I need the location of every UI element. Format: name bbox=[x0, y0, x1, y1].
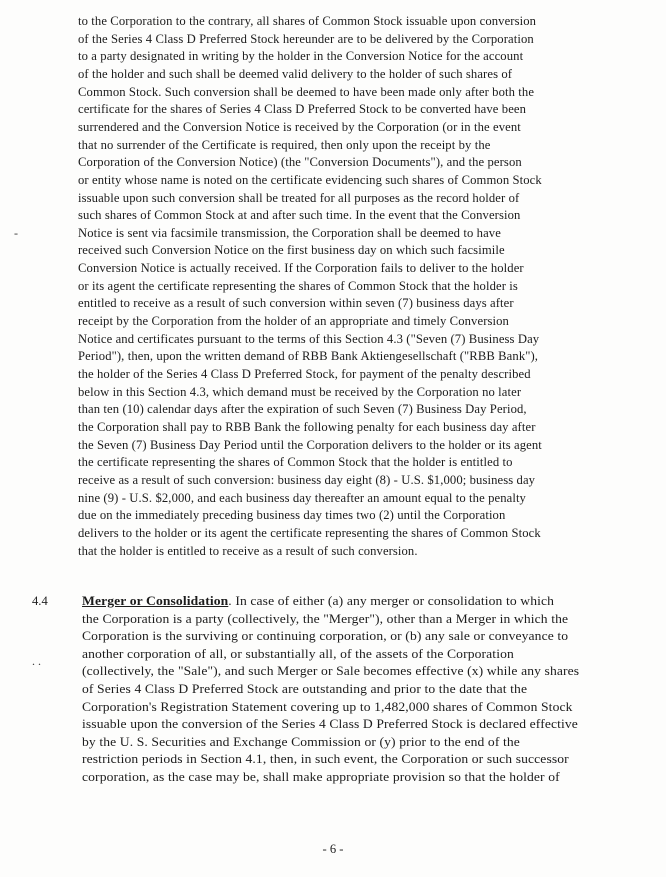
text-line: Notice is sent via facsimile transmission, the Corporation shall be deemed to have bbox=[78, 225, 501, 240]
text-line: of the holder and such shall be deemed valid delivery to the holder of such shares of bbox=[78, 66, 513, 81]
text-line: issuable upon the conversion of the Series 4 Class D Preferred Stock is declared effective bbox=[82, 717, 578, 732]
page-number: - 6 - bbox=[322, 842, 344, 856]
text-line: the holder of the Series 4 Class D Preferred Stock, for payment of the penalty described bbox=[78, 367, 531, 381]
section-title: Merger or Consolidation bbox=[82, 594, 229, 608]
text-line: receive as a result of such conversion: business day eight (8) - U.S. $1,000; business day bbox=[78, 472, 536, 487]
text-line: below in this Section 4.3, which demand must be received by the Corporation no later bbox=[78, 384, 522, 399]
text-line: that no surrender of the Certificate is required, then only upon the receipt by the bbox=[78, 137, 491, 152]
text-line: corporation, as the case may be, shall make appropriate provision so that the holder of bbox=[82, 770, 560, 784]
text-line: such shares of Common Stock at and after such time. In the event that the Conversion bbox=[78, 208, 521, 223]
text-line: due on the immediately preceding business day times two (2) until the Corporation bbox=[78, 508, 506, 523]
text-line: Corporation's Registration Statement covering up to 1,482,000 shares of Common Stock bbox=[82, 699, 573, 714]
text-line: Corporation is the surviving or continuing corporation, or (b) any sale or conveyance to bbox=[82, 629, 569, 644]
text-line: of the Series 4 Class D Preferred Stock hereunder are to be delivered by the Corporation bbox=[78, 31, 534, 46]
text-line: Conversion Notice is actually received. If the Corporation fails to deliver to the holder bbox=[78, 261, 524, 276]
text-line: or its agent the certificate representing the shares of Common Stock that the holder is bbox=[78, 278, 518, 293]
text-line: Common Stock. Such conversion shall be deemed to have been made only after both the bbox=[78, 84, 535, 99]
text-line: received such Conversion Notice on the first business day on which such facsimile bbox=[78, 243, 505, 258]
text-line: restriction periods in Section 4.1, then, in such event, the Corporation or such successor bbox=[82, 752, 569, 767]
text-line: nine (9) - U.S. $2,000, and each business day thereafter an amount equal to the penalty bbox=[78, 490, 526, 505]
text-line: receipt by the Corporation from the holder of an appropriate and timely Conversion bbox=[78, 314, 509, 329]
text-line: than ten (10) calendar days after the expiration of such Seven (7) Business Day Period, bbox=[78, 402, 527, 417]
text-line: issuable upon such conversion shall be treated for all purposes as the record holder of bbox=[78, 190, 520, 205]
section-first-line bbox=[82, 594, 554, 609]
text-line: entitled to receive as a result of such conversion within seven (7) business days after bbox=[78, 296, 514, 311]
text-line: the Corporation is a party (collectively, the "Merger"), other than a Merger in which the bbox=[82, 611, 569, 626]
text-line: of Series 4 Class D Preferred Stock are outstanding and prior to the date that the bbox=[82, 682, 528, 696]
text-line: the Seven (7) Business Day Period until the Corporation delivers to the holder or its agent bbox=[78, 437, 542, 452]
section-number: 4.4 bbox=[32, 594, 48, 608]
margin-mark: . . bbox=[32, 654, 41, 668]
section-first-line-text: . In case of either (a) any merger or consolidation to which bbox=[228, 594, 555, 608]
text-line: that the holder is entitled to receive as a result of such conversion. bbox=[78, 543, 418, 558]
text-line: (collectively, the "Sale"), and such Merger or Sale becomes effective (x) while any shares bbox=[82, 664, 580, 679]
text-line: the Corporation shall pay to RBB Bank the following penalty for each business day after bbox=[78, 419, 536, 434]
text-line: delivers to the holder or its agent the certificate representing the shares of Common Stock bbox=[78, 525, 541, 540]
text-line: Notice and certificates pursuant to the terms of this Section 4.3 ("Seven (7) Business Day bbox=[78, 331, 540, 346]
text-line: certificate for the shares of Series 4 Class D Preferred Stock to be converted have been bbox=[78, 102, 527, 117]
text-line: Period"), then, upon the written demand of RBB Bank Aktiengesellschaft ("RBB Bank"), bbox=[78, 349, 539, 364]
margin-mark: - bbox=[14, 226, 18, 240]
text-line: or entity whose name is noted on the certificate evidencing such shares of Common Stock bbox=[78, 172, 542, 187]
text-line: the certificate representing the shares of Common Stock that the holder is entitled to bbox=[78, 455, 513, 470]
text-line: by the U. S. Securities and Exchange Commission or (y) prior to the end of the bbox=[82, 734, 520, 749]
text-line: to the Corporation to the contrary, all shares of Common Stock issuable upon conversion bbox=[78, 14, 537, 28]
text-line: to a party designated in writing by the holder in the Conversion Notice for the account bbox=[78, 49, 524, 64]
text-line: Corporation of the Conversion Notice) (the "Conversion Documents"), and the person bbox=[78, 155, 522, 170]
text-line: surrendered and the Conversion Notice is received by the Corporation (or in the event bbox=[78, 119, 521, 134]
text-line: another corporation of all, or substantially all, of the assets of the Corporation bbox=[82, 646, 514, 661]
